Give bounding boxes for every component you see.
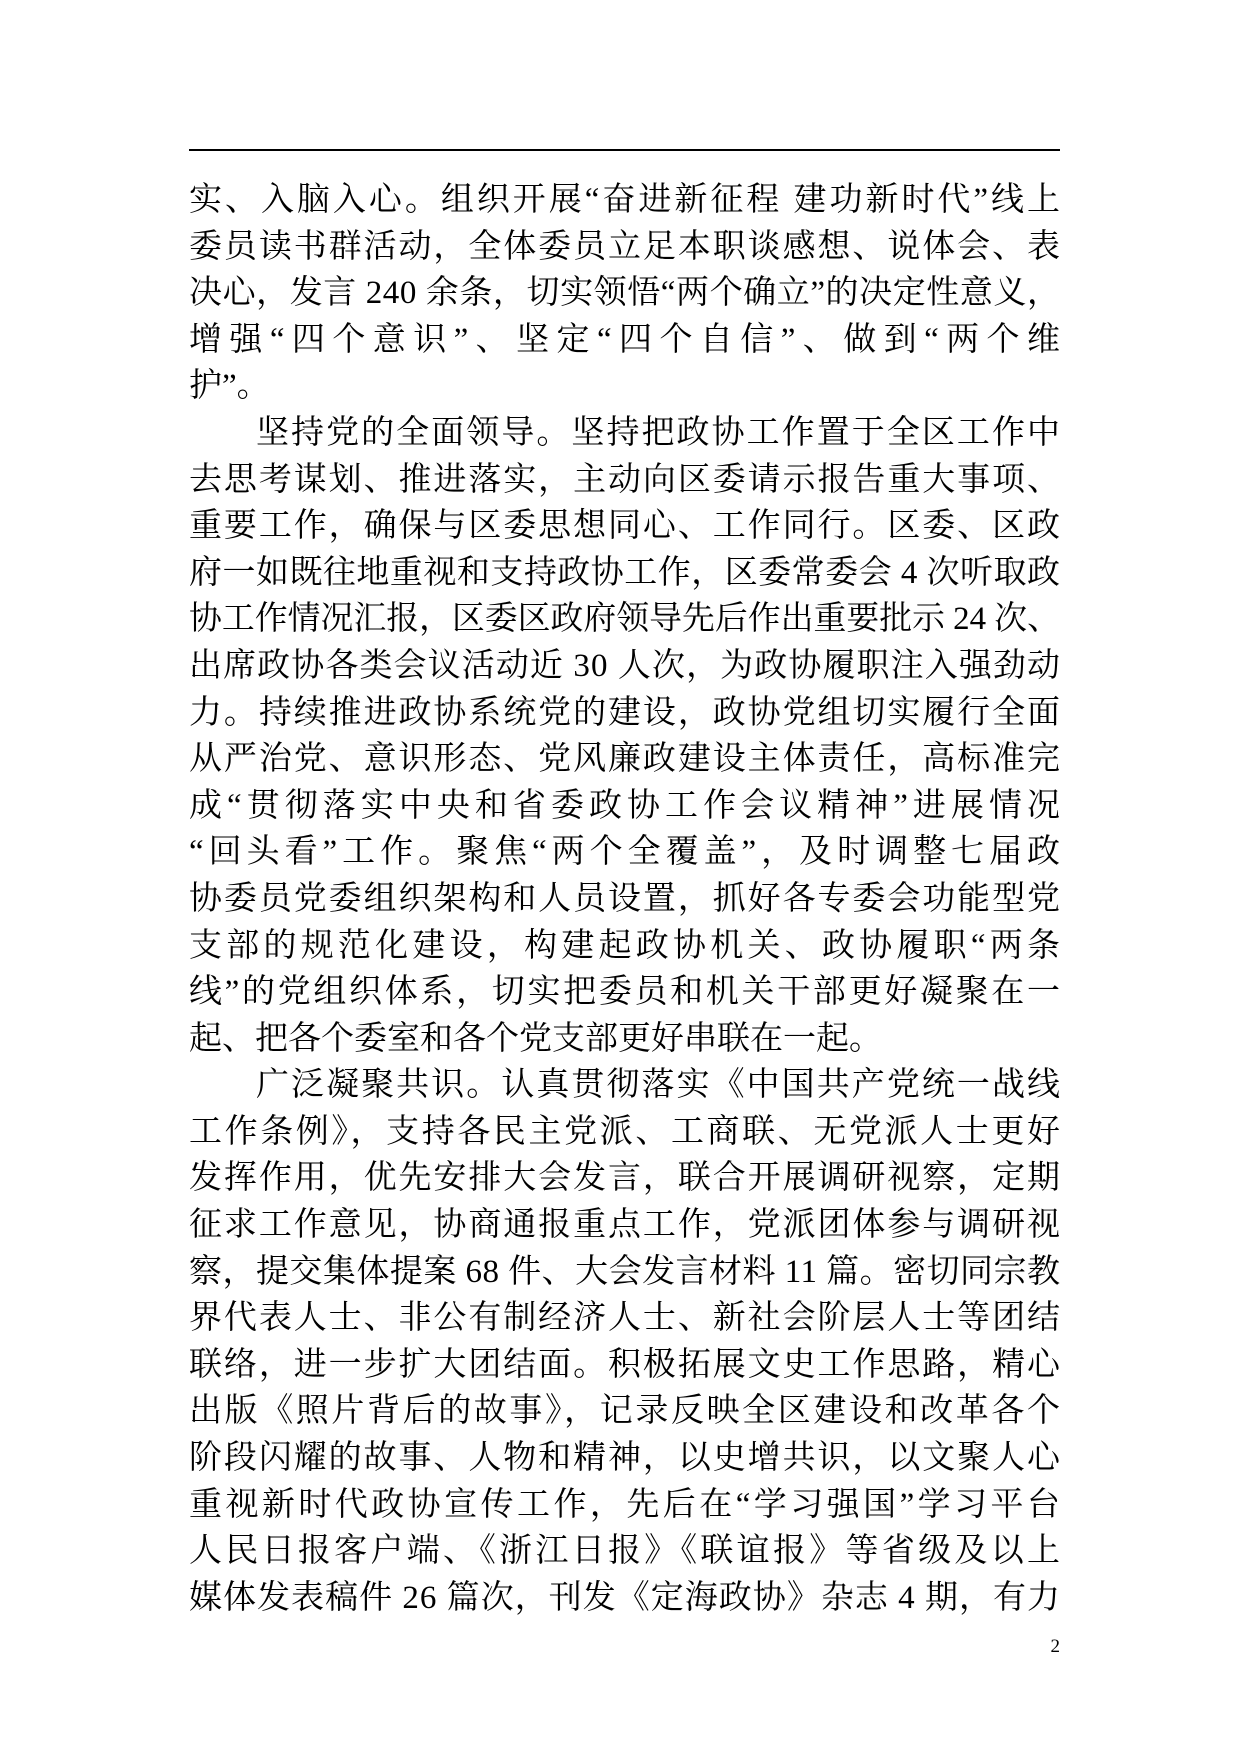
text-line-content: 察，提交集体提案 68 件、大会发言材料 11 篇。密切同宗教	[189, 1253, 1061, 1290]
paragraph	[189, 410, 1066, 1062]
text-line-content: 去思考谋划、推进落实，主动向区委请示报告重大事项、	[189, 461, 1062, 498]
text-line	[189, 1109, 1063, 1156]
text-line-content: 广泛凝聚共识。认真贯彻落实《中国共产党统一战线	[256, 1067, 1063, 1104]
text-line-content: 媒体发表稿件 26 篇次，刊发《定海政协》杂志 4 期，有力	[189, 1579, 1062, 1616]
text-line	[189, 503, 1060, 550]
text-line-content: 线”的党组织体系，切实把委员和机关干部更好凝聚在一	[189, 974, 1063, 1011]
text-line	[189, 1155, 1060, 1202]
text-line	[189, 969, 1063, 1016]
paragraph	[189, 177, 1068, 410]
text-line	[189, 923, 1065, 970]
text-line-content: 重要工作，确保与区委思想同心、工作同行。区委、区政	[189, 508, 1062, 545]
text-line-content: 决心，发言 240 余条，切实领悟“两个确立”的决定性意义，	[189, 275, 1061, 312]
text-line	[189, 1062, 1063, 1109]
text-line-content: 实、入脑入心。组织开展“奋进新征程 建功新时代”线上	[189, 182, 1063, 218]
text-line	[189, 690, 1060, 737]
text-line-content: 起、把各个委室和各个党支部更好串联在一起。	[189, 1020, 882, 1057]
page-number: 2	[1050, 1636, 1060, 1657]
text-line	[189, 829, 1065, 876]
text-line-content: 委员读书群活动，全体委员立足本职谈感想、说体会、表	[189, 228, 1062, 265]
text-line	[189, 270, 1060, 317]
text-line	[189, 550, 1060, 597]
text-line	[189, 317, 1068, 364]
text-line	[189, 410, 1063, 457]
text-line-content: 增强“四个意识”、坚定“四个自信”、做到“两个维	[189, 321, 1068, 358]
text-line-content: 从严治党、意识形态、党风廉政建设主体责任，高标准完	[189, 741, 1062, 778]
text-line	[189, 1016, 1060, 1063]
text-line-content: 发挥作用，优先安排大会发言，联合开展调研视察，定期	[189, 1160, 1062, 1197]
text-line-content: “回头看”工作。聚焦“两个全覆盖”，及时调整七届政	[189, 834, 1065, 871]
text-line	[189, 224, 1060, 271]
text-line	[189, 363, 1060, 410]
text-line-content: 出版《照片背后的故事》，记录反映全区建设和改革各个	[189, 1393, 1063, 1430]
text-line-content: 界代表人士、非公有制经济人士、新社会阶层人士等团结	[189, 1300, 1062, 1337]
text-line	[189, 1575, 1060, 1622]
document-body	[189, 177, 1068, 1621]
text-line-content: 府一如既往地重视和支持政协工作，区委常委会 4 次听取政	[189, 554, 1061, 591]
text-line-content: 人民日报客户端、《浙江日报》《联谊报》等省级及以上	[189, 1533, 1064, 1570]
header-rule	[189, 149, 1060, 151]
text-line	[189, 643, 1060, 690]
text-line-content: 出席政协各类会议活动近 30 人次，为政协履职注入强劲动	[189, 647, 1062, 684]
text-line-content: 协委员党委组织架构和人员设置，抓好各专委会功能型党	[189, 880, 1062, 917]
text-line-content: 护”。	[189, 368, 270, 405]
text-line-content: 征求工作意见，协商通报重点工作，党派团体参与调研视	[189, 1207, 1062, 1244]
text-line-content: 成“贯彻落实中央和省委政协工作会议精神”进展情况	[189, 787, 1066, 824]
text-line	[189, 1482, 1064, 1529]
text-line-content: 支部的规范化建设，构建起政协机关、政协履职“两条	[189, 927, 1065, 964]
text-line-content: 联络，进一步扩大团结面。积极拓展文史工作思路，精心	[189, 1346, 1062, 1383]
paragraph	[189, 1062, 1064, 1621]
text-line-content: 协工作情况汇报，区委区政府领导先后作出重要批示 24 次、	[189, 601, 1060, 638]
text-line	[189, 1388, 1063, 1435]
text-line	[189, 457, 1060, 504]
text-line	[189, 1295, 1060, 1342]
text-line	[189, 876, 1060, 923]
text-line	[189, 1249, 1060, 1296]
text-line-content: 阶段闪耀的故事、人物和精神，以史增共识，以文聚人心	[189, 1440, 1062, 1477]
text-line-content: 力。持续推进政协系统党的建设，政协党组切实履行全面	[189, 694, 1062, 731]
text-line	[189, 177, 1063, 224]
text-line	[189, 736, 1060, 783]
text-line	[189, 1528, 1064, 1575]
text-line	[189, 596, 1060, 643]
text-line	[189, 1202, 1060, 1249]
text-line	[189, 783, 1066, 830]
text-line	[189, 1435, 1060, 1482]
text-line	[189, 1342, 1060, 1389]
text-line-content: 坚持党的全面领导。坚持把政协工作置于全区工作中	[256, 414, 1063, 451]
text-line-content: 重视新时代政协宣传工作，先后在“学习强国”学习平台	[189, 1486, 1064, 1523]
text-line-content: 工作条例》，支持各民主党派、工商联、无党派人士更好	[189, 1113, 1063, 1150]
